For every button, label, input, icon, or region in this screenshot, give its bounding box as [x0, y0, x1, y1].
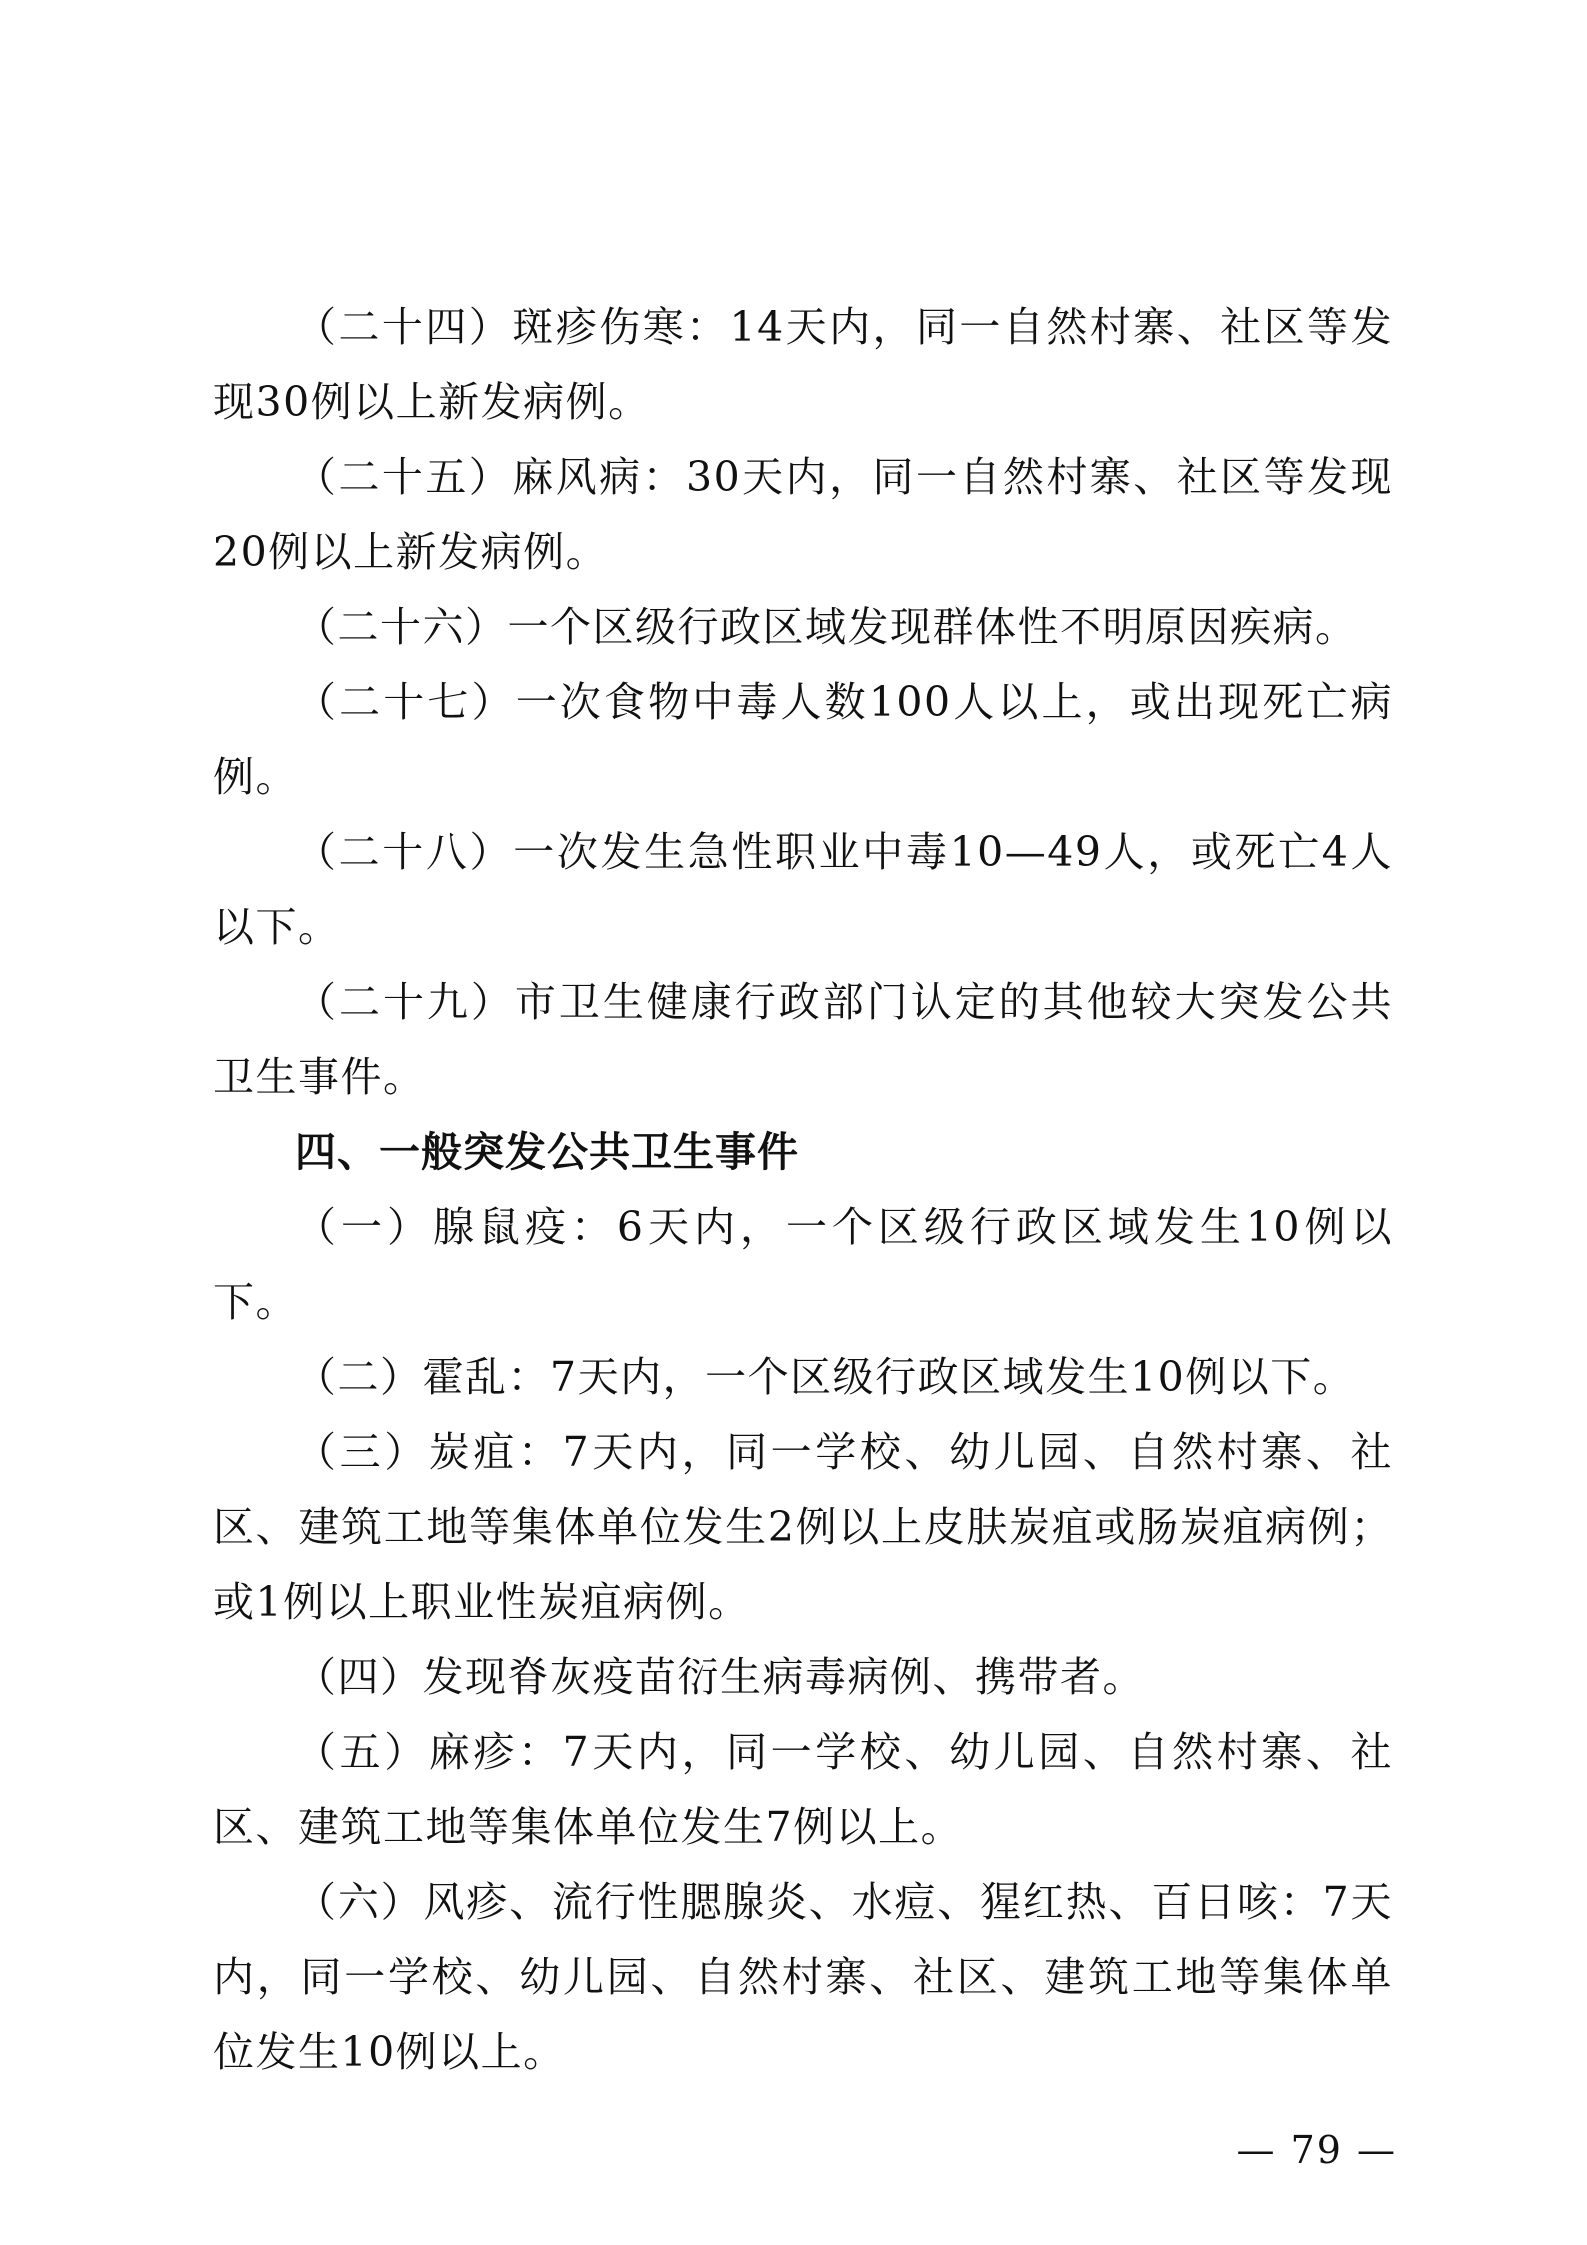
- page-number: — 79 —: [1236, 2128, 1397, 2172]
- document-body: [213, 290, 1393, 2090]
- section-heading: 四、一般突发公共卫生事件: [295, 1128, 799, 1176]
- paragraph-26: （二十六）一个区级行政区域发现群体性不明原因疾病。: [295, 603, 1358, 651]
- paragraph-4: （四）发现脊灰疫苗衍生病毒病例、携带者。: [295, 1653, 1145, 1701]
- paragraph-1: （一）腺鼠疫：6天内，一个区级行政区域发生10例以下。: [213, 1203, 1393, 1326]
- paragraph-27: （二十七）一次食物中毒人数100人以上，或出现死亡病例。: [213, 678, 1393, 801]
- paragraph-24: （二十四）斑疹伤寒：14天内，同一自然村寨、社区等发现30例以上新发病例。: [213, 303, 1393, 426]
- paragraph-29: （二十九）市卫生健康行政部门认定的其他较大突发公共卫生事件。: [213, 978, 1393, 1101]
- paragraph-25: （二十五）麻风病：30天内，同一自然村寨、社区等发现20例以上新发病例。: [213, 453, 1393, 576]
- paragraph-6: （六）风疹、流行性腮腺炎、水痘、猩红热、百日咳：7天内，同一学校、幼儿园、自然村寨、社区、建筑工地等集体单位发生10例以上。: [213, 1878, 1393, 2076]
- paragraph-28: （二十八）一次发生急性职业中毒10—49人，或死亡4人以下。: [213, 828, 1393, 951]
- paragraph-5: （五）麻疹：7天内，同一学校、幼儿园、自然村寨、社区、建筑工地等集体单位发生7例以上。: [213, 1728, 1393, 1851]
- paragraph-3: （三）炭疽：7天内，同一学校、幼儿园、自然村寨、社区、建筑工地等集体单位发生2例以上皮肤炭疽或肠炭疽病例；或1例以上职业性炭疽病例。: [213, 1428, 1393, 1626]
- paragraph-2: （二）霍乱：7天内，一个区级行政区域发生10例以下。: [295, 1353, 1356, 1401]
